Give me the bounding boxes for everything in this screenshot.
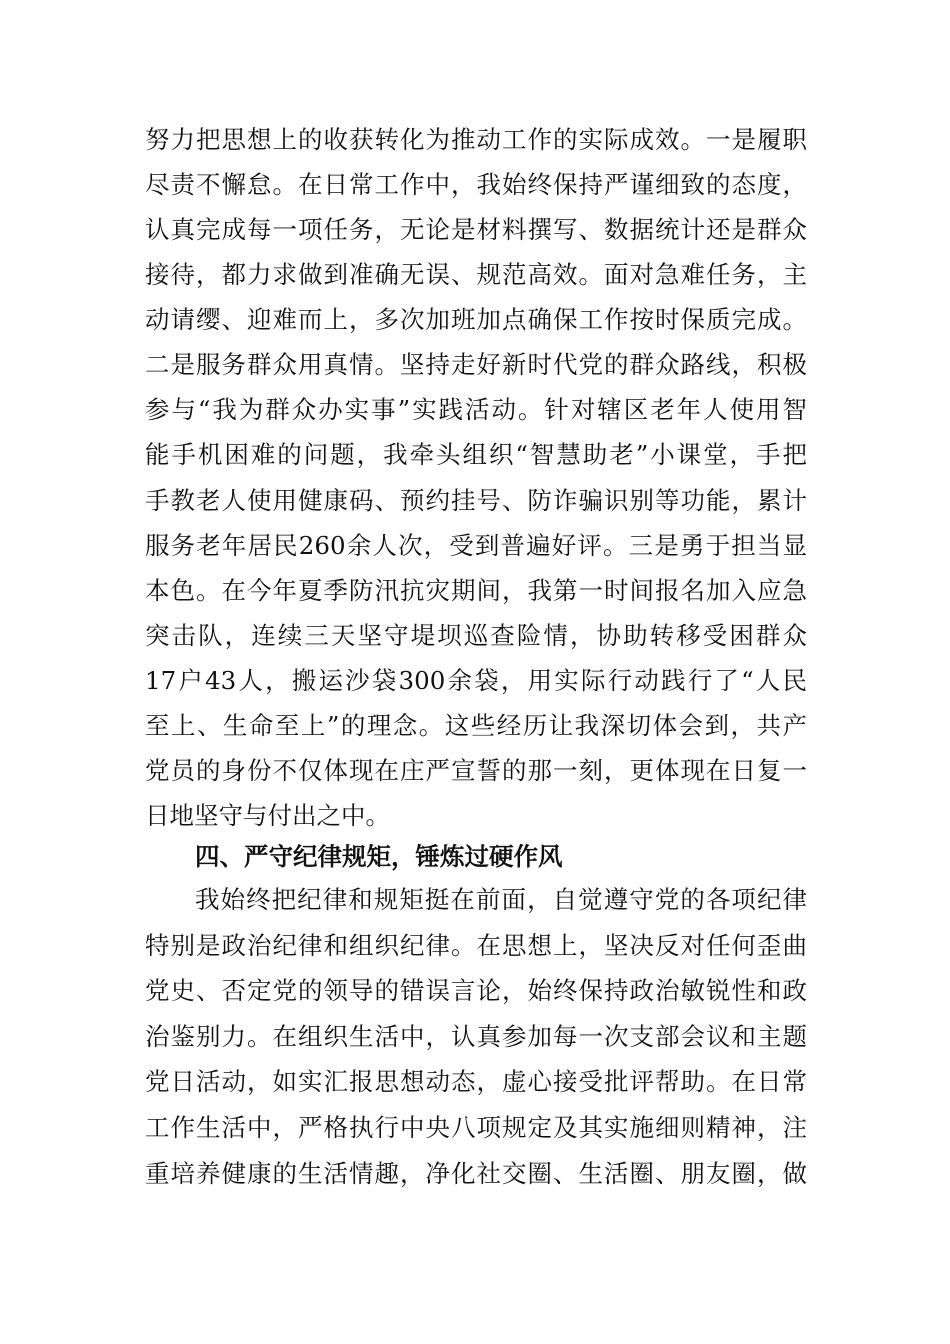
text-line: 服务老年居民260余人次，受到普遍好评。三是勇于担当显 (145, 530, 807, 560)
text-line: 能手机困难的问题，我牵头组织“智慧助老”小课堂，手把 (145, 440, 807, 470)
text-line: 突击队，连续三天坚守堤坝巡查险情，协助转移受困群众 (145, 620, 807, 650)
text-line: 重培养健康的生活情趣，净化社交圈、生活圈、朋友圈，做 (145, 1158, 807, 1188)
text-line: 工作生活中，严格执行中央八项规定及其实施细则精神，注 (145, 1113, 807, 1142)
text-line: 尽责不懈怠。在日常工作中，我始终保持严谨细致的态度， (145, 170, 807, 200)
text-line: 党史、否定党的领导的错误言论，始终保持政治敏锐性和政 (145, 976, 807, 1006)
text-line: 特别是政治纪律和组织纪律。在思想上，坚决反对任何歪曲 (145, 930, 807, 960)
text-line: 党日活动，如实汇报思想动态，虚心接受批评帮助。在日常 (145, 1067, 807, 1097)
text-line: 手教老人使用健康码、预约挂号、防诈骗识别等功能，累计 (145, 485, 807, 515)
text-line: 至上、生命至上”的理念。这些经历让我深切体会到，共产 (145, 710, 807, 740)
text-line: 17户43人，搬运沙袋300余袋，用实际行动践行了“人民 (145, 665, 807, 695)
section-heading: 四、严守纪律规矩，锤炼过硬作风 (195, 842, 563, 871)
text-line: 努力把思想上的收获转化为推动工作的实际成效。一是履职 (145, 125, 807, 154)
text-line: 治鉴别力。在组织生活中，认真参加每一次支部会议和主题 (145, 1021, 807, 1051)
text-line: 动请缨、迎难而上，多次加班加点确保工作按时保质完成。 (145, 305, 807, 335)
text-line: 党员的身份不仅体现在庄严宣誓的那一刻，更体现在日复一 (145, 755, 807, 785)
text-line: 二是服务群众用真情。坚持走好新时代党的群众路线，积极 (145, 350, 807, 380)
text-line: 接待，都力求做到准确无误、规范高效。面对急难任务，主 (145, 260, 807, 290)
text-line: 日地坚守与付出之中。 (145, 801, 390, 831)
text-line: 参与“我为群众办实事”实践活动。针对辖区老年人使用智 (145, 395, 807, 425)
text-line: 我始终把纪律和规矩挺在前面，自觉遵守党的各项纪律 (195, 885, 807, 914)
text-line: 本色。在今年夏季防汛抗灾期间，我第一时间报名加入应急 (145, 575, 807, 605)
text-line: 认真完成每一项任务，无论是材料撰写、数据统计还是群众 (145, 215, 807, 245)
